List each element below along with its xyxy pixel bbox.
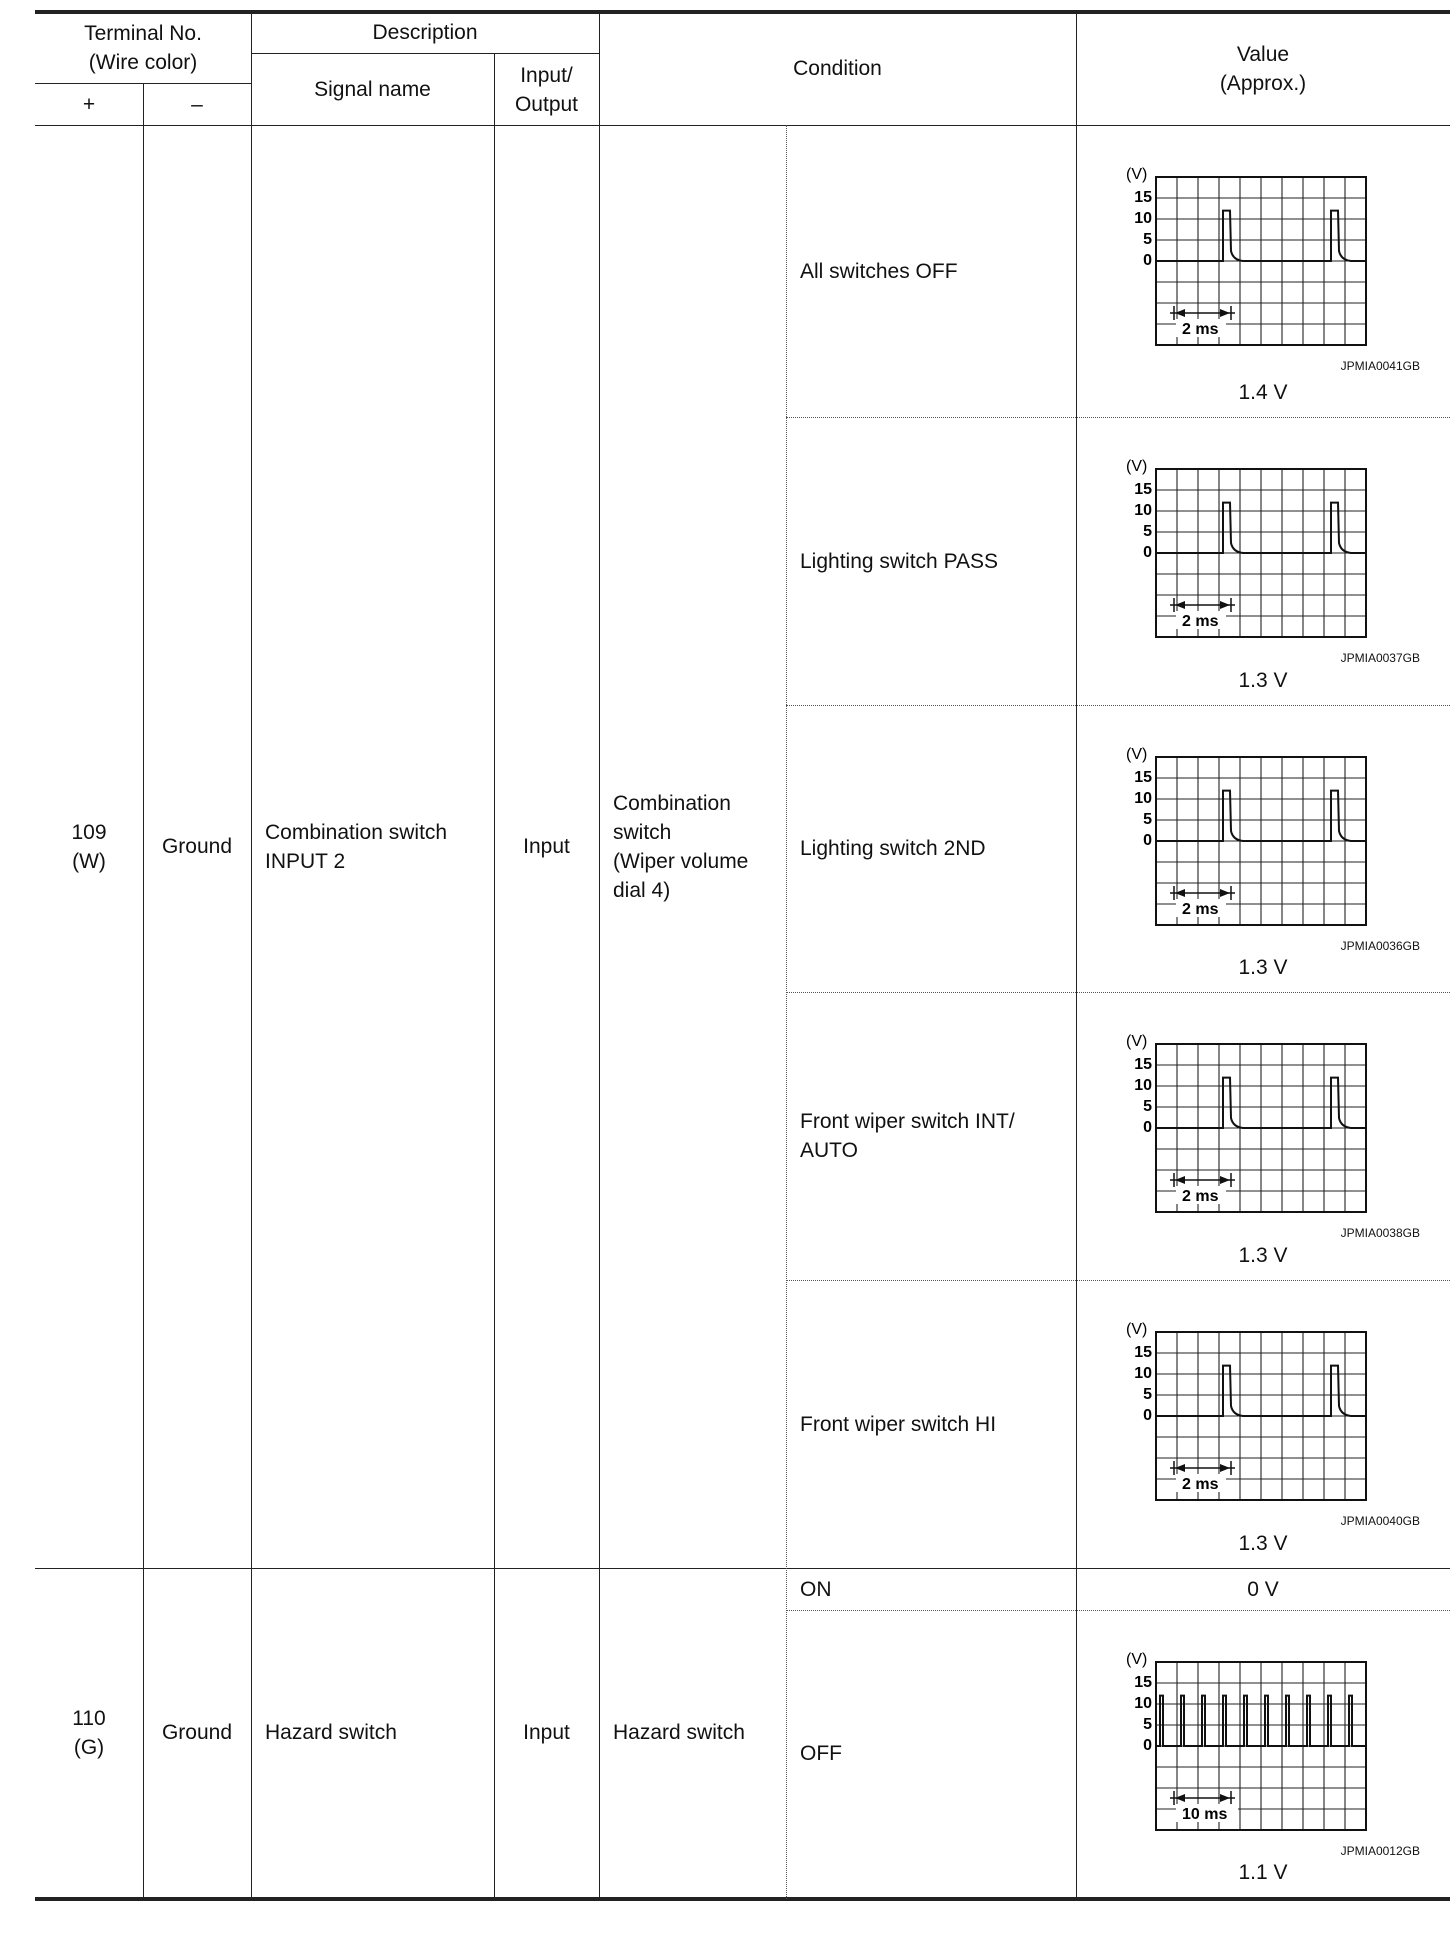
y-tick-label: 0 <box>1143 544 1152 561</box>
y-tick-label: 5 <box>1143 523 1152 540</box>
condition-label: Lighting switch 2ND <box>800 837 986 860</box>
image-code: JPMIA0012GB <box>1340 1844 1420 1858</box>
image-code: JPMIA0040GB <box>1340 1514 1420 1528</box>
y-tick-label: 15 <box>1134 481 1152 498</box>
y-tick-label: 10 <box>1134 790 1152 807</box>
condition-label: ON <box>800 1577 832 1601</box>
value-cell <box>1076 705 1450 992</box>
y-tick-label: 10 <box>1134 1695 1152 1712</box>
condition-main: Hazard switch <box>613 1721 745 1744</box>
condition-main: Combination switch (Wiper volume dial 4) <box>613 791 749 902</box>
unit-label: (V) <box>1126 458 1148 475</box>
waveform-scope <box>1076 125 1450 417</box>
y-tick-label: 15 <box>1134 1674 1152 1691</box>
y-tick-label: 0 <box>1143 252 1152 269</box>
signal-name: Hazard switch <box>265 1721 397 1744</box>
header-signal-name: Signal name <box>314 78 431 101</box>
y-tick-label: 10 <box>1134 1077 1152 1094</box>
y-tick-label: 5 <box>1143 1098 1152 1115</box>
header-terminal-no: Terminal No. (Wire color) <box>84 21 202 74</box>
y-tick-label: 5 <box>1143 1386 1152 1403</box>
header-value: Value (Approx.) <box>1219 42 1307 95</box>
unit-label: (V) <box>1126 746 1148 763</box>
value-cell <box>1076 125 1450 417</box>
time-scale-label: 2 ms <box>1182 1188 1219 1205</box>
time-scale-label: 10 ms <box>1182 1806 1228 1823</box>
signal-name: Combination switch INPUT 2 <box>265 820 448 873</box>
time-scale-label: 2 ms <box>1182 613 1219 630</box>
time-scale-label: 2 ms <box>1182 321 1219 338</box>
value-text: 1.4 V <box>1238 381 1288 404</box>
y-tick-label: 0 <box>1143 1407 1152 1424</box>
condition-label: OFF <box>800 1742 842 1765</box>
value-text: 1.3 V <box>1238 956 1288 979</box>
value-text: 1.3 V <box>1238 669 1288 692</box>
y-tick-label: 5 <box>1143 231 1152 248</box>
value-cell <box>1076 1610 1450 1897</box>
y-tick-label: 15 <box>1134 1344 1152 1361</box>
value-text: 0 V <box>1247 1577 1279 1601</box>
value-text: 1.3 V <box>1238 1244 1288 1267</box>
time-scale-label: 2 ms <box>1182 901 1219 918</box>
terminal-spec-table <box>35 10 1450 1933</box>
time-scale-label: 2 ms <box>1182 1476 1219 1493</box>
y-tick-label: 0 <box>1143 1119 1152 1136</box>
y-tick-label: 10 <box>1134 210 1152 227</box>
header-description: Description <box>372 21 478 44</box>
y-tick-label: 0 <box>1143 832 1152 849</box>
condition-label: Front wiper switch HI <box>800 1412 997 1436</box>
header-plus: + <box>82 93 96 116</box>
value-cell <box>1076 992 1450 1280</box>
input-output: Input <box>523 835 570 858</box>
input-output: Input <box>523 1721 570 1744</box>
y-tick-label: 15 <box>1134 1056 1152 1073</box>
y-tick-label: 5 <box>1143 1716 1152 1733</box>
y-tick-label: 10 <box>1134 502 1152 519</box>
value-cell <box>1076 1280 1450 1568</box>
image-code: JPMIA0041GB <box>1340 359 1420 373</box>
header-condition: Condition <box>793 57 882 80</box>
terminal-minus: Ground <box>161 835 233 858</box>
y-tick-label: 10 <box>1134 1365 1152 1382</box>
unit-label: (V) <box>1126 1321 1148 1338</box>
terminal-minus: Ground <box>161 1721 233 1744</box>
value-cell <box>1076 417 1450 705</box>
condition-label: Front wiper switch INT/ AUTO <box>800 1110 1015 1162</box>
condition-label: All switches OFF <box>800 259 958 283</box>
unit-label: (V) <box>1126 1651 1148 1668</box>
image-code: JPMIA0038GB <box>1340 1226 1420 1240</box>
header-minus: – <box>191 93 203 116</box>
terminal-plus: 110 (G) <box>72 1706 106 1759</box>
condition-label: Lighting switch PASS <box>800 549 999 573</box>
y-tick-label: 5 <box>1143 811 1152 828</box>
y-tick-label: 0 <box>1143 1737 1152 1754</box>
image-code: JPMIA0036GB <box>1340 939 1420 953</box>
value-text: 1.3 V <box>1238 1532 1288 1555</box>
y-tick-label: 15 <box>1134 769 1152 786</box>
terminal-plus: 109 (W) <box>71 820 107 873</box>
unit-label: (V) <box>1126 1033 1148 1050</box>
value-text: 1.1 V <box>1238 1861 1288 1884</box>
table-bottom-rule <box>35 1897 1450 1901</box>
unit-label: (V) <box>1126 166 1148 183</box>
image-code: JPMIA0037GB <box>1340 651 1420 665</box>
header-input-output: Input/ Output <box>514 63 579 116</box>
y-tick-label: 15 <box>1134 189 1152 206</box>
